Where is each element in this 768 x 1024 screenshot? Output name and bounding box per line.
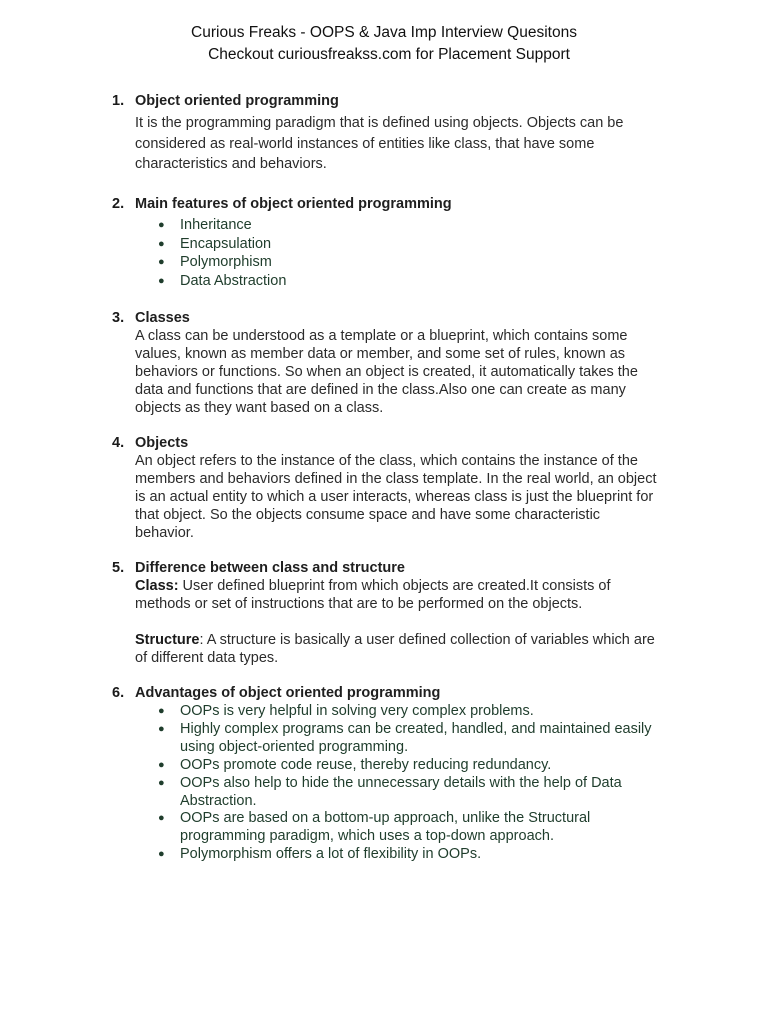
body-line: is an actual entity to which a user interacts, whereas class is just the blueprint for [135,488,654,505]
list-item: ● Inheritance [158,217,252,233]
section-body [135,328,692,418]
body-line: characteristics and behaviors. [135,156,327,172]
bullet-icon: ● [158,256,165,269]
section-number: 2. [112,196,125,212]
section-title: Object oriented programming [135,93,339,109]
body-line: of different data types. [135,649,279,666]
bullet-icon: ● [158,219,165,231]
list-item: ● OOPs promote code reuse, thereby reducing redundancy. [158,756,552,773]
bullet-icon: ● [158,776,165,789]
section-number: 6. [112,685,125,701]
section-title: Difference between class and structure [135,560,405,576]
body-line: values, known as member data or member, and some set of rules, known as [135,345,626,362]
body-line: that object. So the objects consume space and have some characteristic [135,506,601,523]
section-number: 5. [112,560,125,576]
bullet-icon: ● [158,705,165,717]
section-body [135,453,692,543]
body-line: objects as they want based on a class. [135,399,384,416]
bullet-icon: ● [158,237,165,250]
bullet-icon: ● [158,812,165,825]
advantages-list [156,703,696,864]
body-line: methods or set of instructions that are to be performed on the objects. [135,595,583,612]
body-line: behavior. [135,524,194,541]
document-header [0,22,768,66]
section-title: Classes [135,310,190,326]
list-item: ● OOPs also help to hide the unnecessary details with the help of Data Abstraction. [158,774,622,809]
body-line: members and behaviors defined in the class template. In the real world, an object [135,470,657,487]
body-line: behaviors or functions. So when an object is created, it automatically takes the [135,363,638,380]
list-item: ● Polymorphism offers a lot of flexibility in OOPs. [158,846,482,863]
body-line: data and functions that are defined in the class.Also one can create as many [135,381,626,398]
feature-list [156,216,696,291]
header-subtitle: Checkout curiousfreakss.com for Placement Support [208,46,570,63]
list-item: ● OOPs is very helpful in solving very complex problems. [158,703,534,719]
list-item: ● Highly complex programs can be created, handled, and maintained easily using object-oriented programming. [158,720,652,755]
body-line: It is the programming paradigm that is defined using objects. Objects can be [135,115,624,131]
bullet-icon: ● [158,722,165,735]
section-title: Advantages of object oriented programming [135,685,441,701]
list-item: ● Polymorphism [158,254,272,271]
bullet-icon: ● [158,848,165,861]
list-item: ● OOPs are based on a bottom-up approach, unlike the Structural programming paradigm, which uses a top-down approach. [158,810,591,845]
class-definition: Class: User defined blueprint from which objects are created.It consists of [135,578,611,594]
class-label: Class: [135,578,179,594]
structure-definition: Structure: A structure is basically a user defined collection of variables which are [135,631,655,648]
section-body [135,113,692,175]
bullet-icon: ● [158,758,165,771]
section-number: 1. [112,93,125,109]
list-item: ● Encapsulation [158,235,272,252]
body-line: considered as real-world instances of entities like class, that have some [135,135,595,152]
section-number: 3. [112,310,125,326]
section-body [135,578,692,668]
header-title: Curious Freaks - OOPS & Java Imp Interview Quesitons [191,24,577,41]
structure-label: Structure [135,631,200,648]
section-title: Main features of object oriented programming [135,196,452,212]
section-title: Objects [135,435,189,451]
bullet-icon: ● [158,275,165,288]
body-line: An object refers to the instance of the class, which contains the instance of the [135,453,638,469]
body-line: A class can be understood as a template or a blueprint, which contains some [135,328,628,344]
list-item: ● Data Abstraction [158,273,287,290]
section-number: 4. [112,435,125,451]
